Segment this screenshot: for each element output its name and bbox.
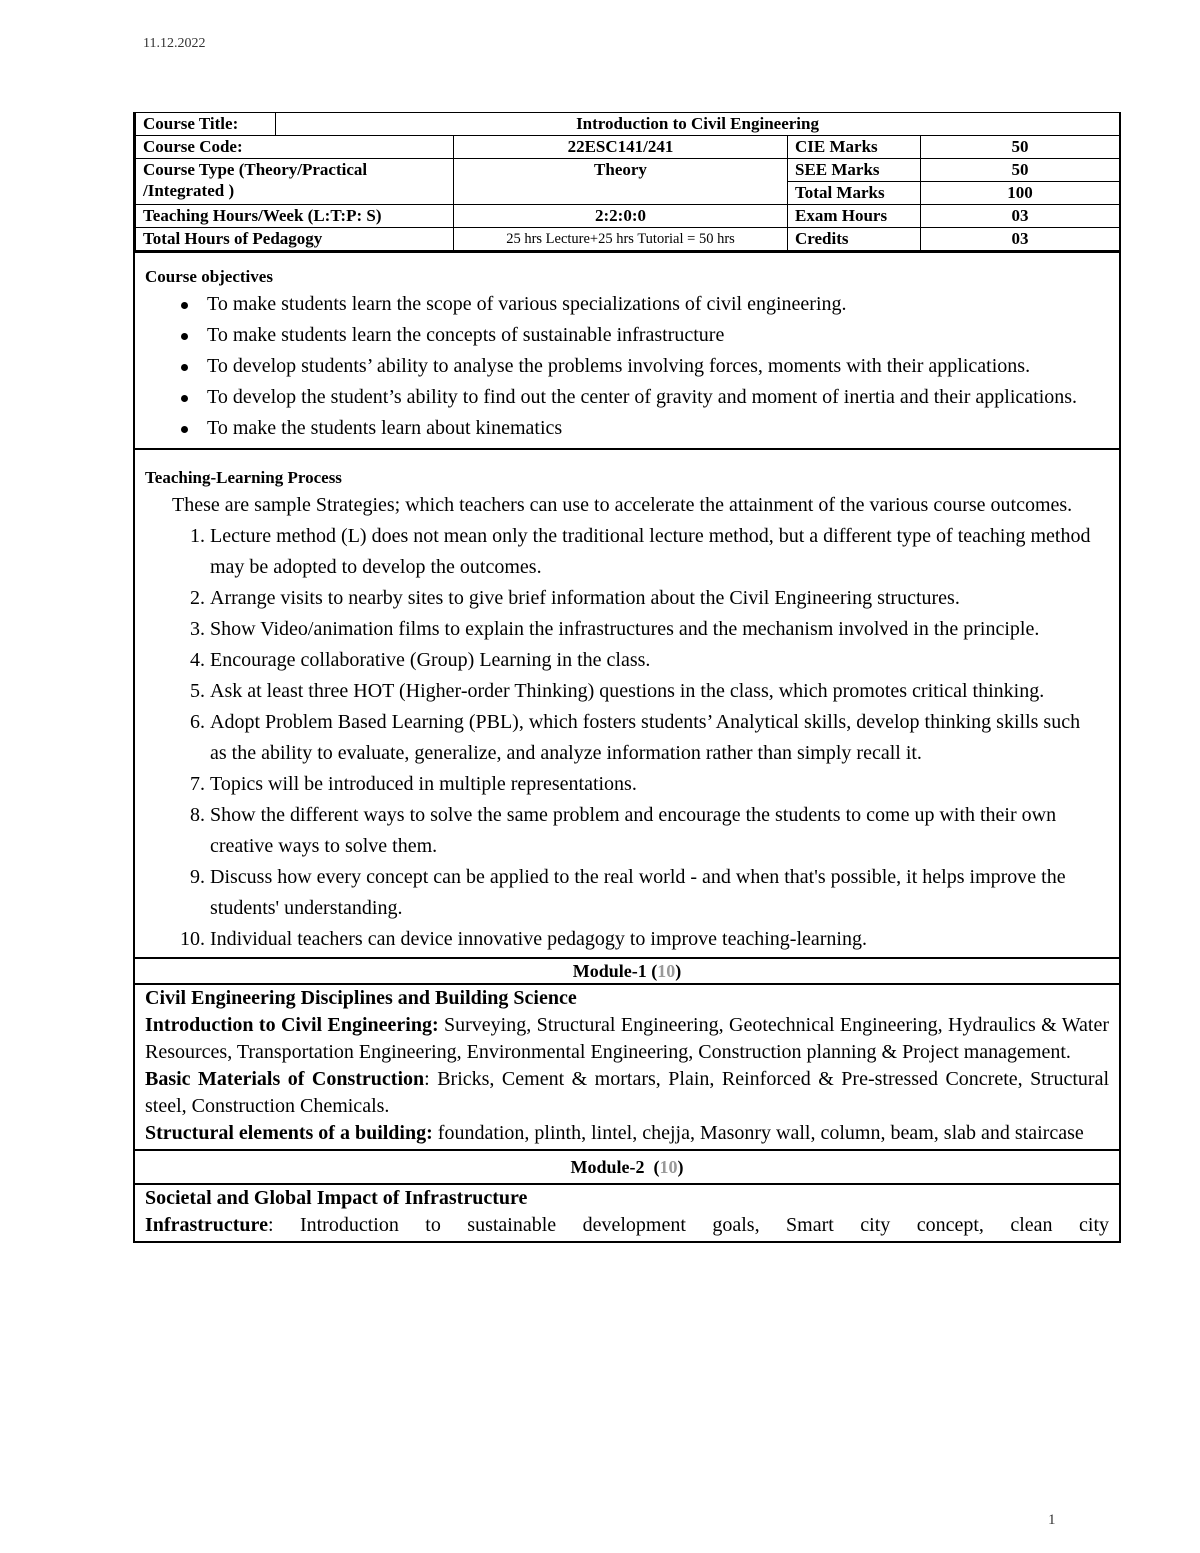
credits-label: Credits <box>788 228 921 251</box>
cie-marks-value: 50 <box>921 136 1120 159</box>
strategies-list <box>145 521 1109 955</box>
course-title-label: Course Title: <box>136 113 276 136</box>
module-1-heading: Module-1 (10) <box>135 957 1119 983</box>
module-2-title: Societal and Global Impact of Infrastructure <box>145 1187 528 1209</box>
teaching-learning-intro: These are sample Strategies; which teachers can use to accelerate the attainment of the various course outcomes. <box>172 494 1073 516</box>
objectives-list <box>145 289 1109 444</box>
page-number: 1 <box>1048 1512 1056 1528</box>
list-item: 9. Discuss how every concept can be applied to the real world - and when that's possible, it helps improve the students' understanding. <box>190 866 1066 919</box>
cie-marks-label: CIE Marks <box>788 136 921 159</box>
teaching-hours-label: Teaching Hours/Week (L:T:P: S) <box>136 205 454 228</box>
total-marks-label: Total Marks <box>788 182 921 205</box>
course-code-label: Course Code: <box>136 136 454 159</box>
table-row <box>136 228 1120 251</box>
total-marks-value: 100 <box>921 182 1120 205</box>
exam-hours-label: Exam Hours <box>788 205 921 228</box>
course-info-table <box>135 112 1120 251</box>
course-objectives-section <box>135 251 1119 448</box>
list-item: 10. Individual teachers can device innovative pedagogy to improve teaching-learning. <box>180 928 867 950</box>
course-title-value: Introduction to Civil Engineering <box>276 113 1120 136</box>
pedagogy-hours-label: Total Hours of Pedagogy <box>136 228 454 251</box>
list-item: To develop students’ ability to analyse the problems involving forces, moments with their applications. <box>207 351 1109 382</box>
course-code-value: 22ESC141/241 <box>454 136 788 159</box>
list-item: To develop the student’s ability to find out the center of gravity and moment of inertia and their applications. <box>207 382 1109 413</box>
teaching-hours-value: 2:2:0:0 <box>454 205 788 228</box>
see-marks-label: SEE Marks <box>788 159 921 182</box>
list-item: 1. Lecture method (L) does not mean only the traditional lecture method, but a different type of teaching method may be adopted to develop the outcomes. <box>190 525 1091 578</box>
list-item: To make students learn the scope of various specializations of civil engineering. <box>207 289 1109 320</box>
table-row <box>136 113 1120 136</box>
see-marks-value: 50 <box>921 159 1120 182</box>
course-objectives-heading: Course objectives <box>145 267 273 286</box>
table-row <box>136 205 1120 228</box>
document-date: 11.12.2022 <box>143 36 206 51</box>
table-row <box>136 159 1120 182</box>
list-item: To make the students learn about kinematics <box>207 413 1109 444</box>
list-item: 5. Ask at least three HOT (Higher-order Thinking) questions in the class, which promotes critical thinking. <box>190 680 1045 702</box>
module-1-paragraph: Introduction to Civil Engineering: Surveying, Structural Engineering, Geotechnical Engineering, Hydraulics & Water Resources, Transportation Engineering, Environmental Engineering, Construction planning & Project management. <box>145 1014 1109 1063</box>
module-2-paragraph: Infrastructure: Introduction to sustainable development goals, Smart city concept, clean city <box>145 1214 1109 1236</box>
teaching-learning-heading: Teaching-Learning Process <box>145 468 342 487</box>
module-1-paragraph: Structural elements of a building: foundation, plinth, lintel, chejja, Masonry wall, column, beam, slab and staircase <box>145 1122 1084 1144</box>
module-2-heading: Module-2 (10) <box>135 1149 1119 1183</box>
module-1-content <box>135 983 1119 1149</box>
credits-value: 03 <box>921 228 1120 251</box>
exam-hours-value: 03 <box>921 205 1120 228</box>
list-item: 6. Adopt Problem Based Learning (PBL), which fosters students’ Analytical skills, develop thinking skills such as the ability to evaluate, generalize, and analyze information rather than simply recall it. <box>190 711 1081 764</box>
list-item: 8. Show the different ways to solve the same problem and encourage the students to come up with their own creative ways to solve them. <box>190 804 1057 857</box>
table-row <box>136 136 1120 159</box>
list-item: 3. Show Video/animation films to explain the infrastructures and the mechanism involved in the principle. <box>190 618 1040 640</box>
list-item: 4. Encourage collaborative (Group) Learning in the class. <box>190 649 651 671</box>
module-2-content <box>135 1183 1119 1243</box>
teaching-learning-section <box>135 448 1119 957</box>
list-item: 7. Topics will be introduced in multiple representations. <box>190 773 637 795</box>
syllabus-frame <box>133 112 1121 1243</box>
course-type-value: Theory <box>454 159 788 205</box>
list-item: To make students learn the concepts of sustainable infrastructure <box>207 320 1109 351</box>
course-type-label: Course Type (Theory/Practical /Integrated ) <box>136 159 454 205</box>
list-item: 2. Arrange visits to nearby sites to give brief information about the Civil Engineering structures. <box>190 587 960 609</box>
module-1-title: Civil Engineering Disciplines and Building Science <box>145 987 577 1009</box>
pedagogy-hours-value: 25 hrs Lecture+25 hrs Tutorial = 50 hrs <box>454 228 788 251</box>
module-1-paragraph: Basic Materials of Construction: Bricks, Cement & mortars, Plain, Reinforced & Pre-stressed Concrete, Structural steel, Construction Chemicals. <box>145 1068 1109 1117</box>
